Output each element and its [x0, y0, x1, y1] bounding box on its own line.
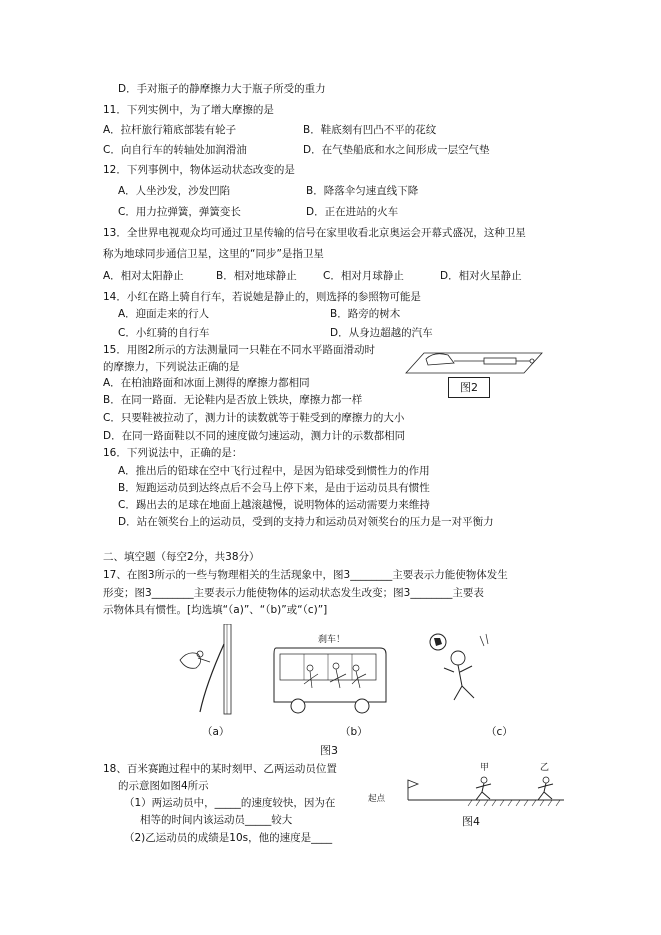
- figure-3-label: 图3: [320, 744, 338, 757]
- q16-option-c: C．踢出去的足球在地面上越滚越慢，说明物体的运动需要力来维持: [118, 499, 430, 511]
- q12-option-c: C．用力拉弹簧，弹簧变长: [118, 206, 241, 218]
- q12-option-d: D．正在进站的火车: [306, 206, 399, 218]
- runner-yi-label: 乙: [540, 763, 550, 773]
- q15-stem-line1: 15．用图2所示的方法测量同一只鞋在不同水平路面滑动时: [103, 344, 376, 356]
- q15-option-d: D．在同一路面鞋以不同的速度做匀速运动，测力计的示数都相同: [103, 430, 406, 442]
- q16-option-b: B．短跑运动员到达终点后不会马上停下来，是由于运动员具有惯性: [118, 482, 430, 494]
- q15-option-a: A．在柏油路面和冰面上测得的摩擦力都相同: [103, 377, 310, 389]
- q16-stem: 16．下列说法中，正确的是：: [103, 447, 243, 459]
- figure-4-race: [368, 754, 568, 810]
- q18-stem-line1: 18、百米赛跑过程中的某时刻甲、乙两运动员位置: [103, 763, 337, 775]
- q11-stem: 11．下列实例中，为了增大摩擦的是: [103, 104, 274, 116]
- q18-sub1-line1: （1）两运动员中，_____的速度较快，因为在: [124, 797, 336, 809]
- runner-jia-label: 甲: [480, 763, 490, 773]
- q13-stem-line2: 称为地球同步通信卫星，这里的“同步”是指卫星: [103, 248, 324, 260]
- q11-option-b: B．鞋底刻有凹凸不平的花纹: [303, 124, 437, 136]
- q18-sub2: （2)乙运动员的成绩是10s，他的速度是____: [124, 832, 333, 844]
- figure-2-label: 图2: [448, 377, 490, 398]
- q18-stem-line2: 的示意图如图4所示: [118, 780, 209, 792]
- q11-option-a: A．拉杆旅行箱底部装有轮子: [103, 124, 237, 136]
- q11-option-d: D．在气垫船底和水之间形成一层空气垫: [303, 144, 490, 156]
- figure-3a-pole-vault: [170, 624, 240, 716]
- figure-2-shoe-friction: [404, 343, 544, 375]
- q17-stem-line2: 形变；图3________主要表示力能使物体的运动状态发生改变；图3________主要表: [103, 587, 484, 599]
- section-2-title: 二、填空题（每空2分，共38分）: [103, 551, 260, 563]
- q15-stem-line2: 的摩擦力，下列说法正确的是: [103, 361, 240, 373]
- q16-option-a: A．推出后的铅球在空中飞行过程中，是因为铅球受到惯性力的作用: [118, 465, 430, 477]
- figure-3c-soccer-header: [424, 628, 496, 708]
- figure-3b-bus-braking: [270, 628, 390, 716]
- figure-3b-label: （b）: [340, 726, 368, 738]
- q11-option-c: C．向自行车的转轴处加润滑油: [103, 144, 247, 156]
- figure-3c-label: （c）: [486, 726, 513, 738]
- figure-3a-label: （a）: [202, 726, 230, 738]
- q10-option-d: D．手对瓶子的静摩擦力大于瓶子所受的重力: [118, 83, 326, 95]
- bus-sign-text: 刹车！: [318, 635, 346, 645]
- q13-option-d: D．相对火星静止: [440, 270, 522, 282]
- q18-sub1-line2: 相等的时间内该运动员_____较大: [140, 814, 293, 826]
- start-label: 起点: [368, 794, 386, 804]
- q14-option-c: C．小红骑的自行车: [118, 327, 210, 339]
- q13-option-c: C．相对月球静止: [323, 270, 404, 282]
- q17-stem-line3: 示物体具有惯性。[均选填“（a)”、“（b)”或“（c)”]: [103, 604, 328, 616]
- q14-option-b: B．路旁的树木: [330, 308, 401, 320]
- q14-option-a: A．迎面走来的行人: [118, 308, 210, 320]
- q12-option-a: A．人坐沙发，沙发凹陷: [118, 185, 231, 197]
- q14-option-d: D．从身边超越的汽车: [330, 327, 433, 339]
- q14-stem: 14．小红在路上骑自行车，若说她是静止的，则选择的参照物可能是: [103, 291, 421, 303]
- q13-option-b: B．相对地球静止: [216, 270, 297, 282]
- q15-option-b: B．在同一路面．无论鞋内是否放上铁块，摩擦力都一样: [103, 394, 363, 406]
- figure-4-label: 图4: [462, 815, 480, 828]
- q13-option-a: A．相对太阳静止: [103, 270, 184, 282]
- q16-option-d: D．站在领奖台上的运动员，受到的支持力和运动员对领奖台的压力是一对平衡力: [118, 516, 494, 528]
- q12-stem: 12．下列事例中，物体运动状态改变的是: [103, 164, 295, 176]
- q13-stem-line1: 13．全世界电视观众均可通过卫星传输的信号在家里收看北京奥运会开幕式盛况，这种卫星: [103, 227, 526, 239]
- q15-option-c: C．只要鞋被拉动了，测力计的读数就等于鞋受到的摩擦力的大小: [103, 412, 405, 424]
- q17-stem-line1: 17、在图3所示的一些与物理相关的生活现象中，图3________主要表示力能使物体发生: [103, 569, 508, 581]
- q12-option-b: B．降落伞匀速直线下降: [306, 185, 419, 197]
